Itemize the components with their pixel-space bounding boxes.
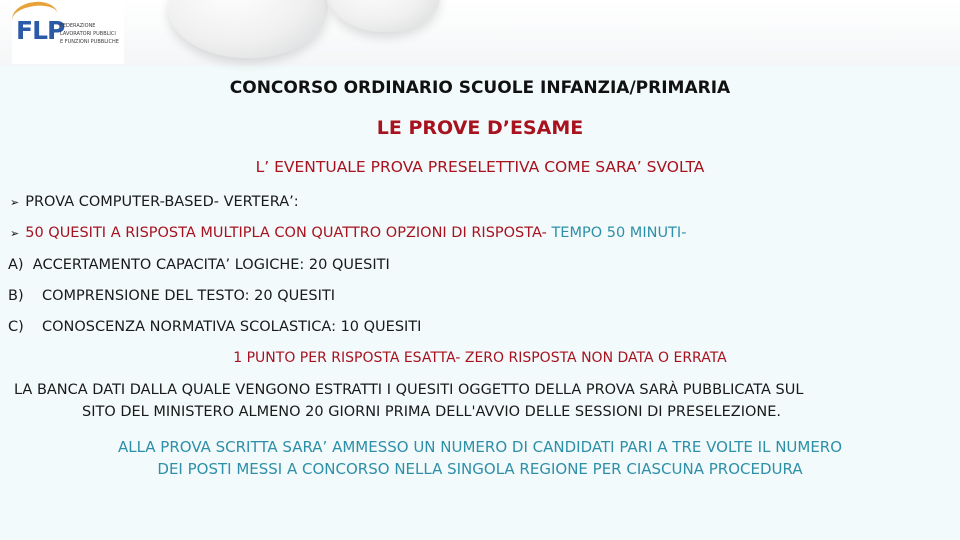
bullet-text-red: 50 QUESITI A RISPOSTA MULTIPLA CON QUATTRO OPZIONI DI RISPOSTA- [25, 225, 547, 241]
logo-subtext-line: FEDERAZIONE [60, 23, 96, 29]
arrow-bullet-icon: ➢ [10, 227, 20, 240]
logo-subtext-line: LAVORATORI PUBBLICI [60, 31, 116, 37]
item-b [8, 288, 335, 304]
bank-text-line-2: SITO DEL MINISTERO ALMENO 20 GIORNI PRIMA DELL'AVVIO DELLE SESSIONI DI PRESELEZIONE. [82, 404, 781, 420]
arrow-bullet-icon: ➢ [10, 196, 20, 209]
flp-logo [12, 2, 124, 64]
item-text: COMPRENSIONE DEL TESTO: 20 QUESITI [42, 288, 335, 304]
header-band [0, 0, 960, 66]
item-letter: B) [8, 288, 24, 304]
decorative-pill-shape [330, 0, 440, 32]
decorative-pill-shape [168, 0, 328, 58]
slide-title: CONCORSO ORDINARIO SCUOLE INFANZIA/PRIMARIA [229, 78, 731, 98]
item-text: ACCERTAMENTO CAPACITA’ LOGICHE: 20 QUESITI [32, 257, 390, 273]
item-a [8, 257, 390, 273]
scoring-note: 1 PUNTO PER RISPOSTA ESATTA- ZERO RISPOSTA NON DATA O ERRATA [233, 350, 727, 366]
bullet-text: PROVA COMPUTER-BASED- VERTERA’: [25, 194, 299, 210]
admission-line-2: DEI POSTI MESSI A CONCORSO NELLA SINGOLA REGIONE PER CIASCUNA PROCEDURA [157, 460, 803, 478]
logo-subtext [60, 22, 126, 46]
admission-line-1: ALLA PROVA SCRITTA SARA’ AMMESSO UN NUMERO DI CANDIDATI PARI A TRE VOLTE IL NUMERO [117, 438, 843, 456]
bank-text-line-1: LA BANCA DATI DALLA QUALE VENGONO ESTRATTI I QUESITI OGGETTO DELLA PROVA SARÀ PUBBLICATA SUL [14, 382, 804, 398]
logo-subtext-line: E FUNZIONI PUBBLICHE [60, 39, 119, 45]
section-heading: L’ EVENTUALE PROVA PRESELETTIVA COME SARA’ SVOLTA [255, 158, 705, 176]
item-letter: C) [8, 319, 24, 335]
bullet-computer-based [10, 194, 299, 210]
logo-letters: FLP [16, 16, 65, 45]
bullet-quesiti [10, 225, 686, 241]
item-text: CONOSCENZA NORMATIVA SCOLASTICA: 10 QUESITI [42, 319, 422, 335]
slide-subtitle: LE PROVE D’ESAME [376, 117, 584, 139]
item-letter: A) [8, 257, 24, 273]
item-c [8, 319, 421, 335]
bullet-text-teal: TEMPO 50 MINUTI- [546, 225, 687, 241]
